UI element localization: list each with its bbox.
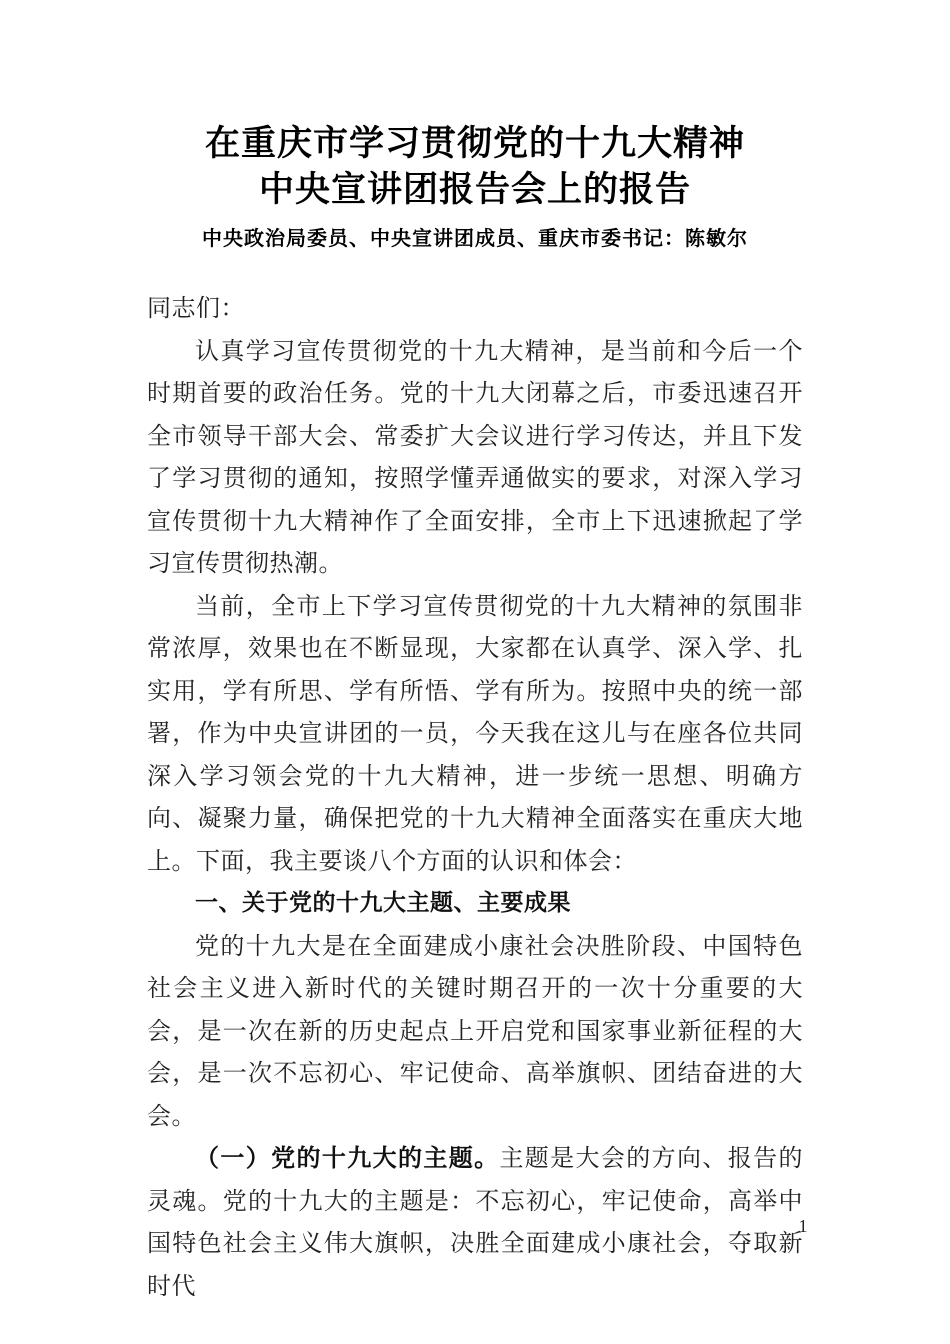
section-1-heading: 一、关于党的十九大主题、主要成果 bbox=[195, 890, 571, 916]
page-number: 1 bbox=[798, 1216, 808, 1236]
paragraph-1: 认真学习宣传贯彻党的十九大精神，是当前和今后一个时期首要的政治任务。党的十九大闭幕之后，市委迅速召开全市领导干部大会、常委扩大会议进行学习传达，并且下发了学习贯彻的通知，按照学懂弄通做实的要求，对深入学习宣传贯彻十九大精神作了全面安排，全市上下迅速掀起了学习宣传贯彻热潮。 bbox=[147, 336, 803, 577]
subsection-1-heading: （一）党的十九大的主题。 bbox=[195, 1143, 500, 1172]
paragraph-2: 当前，全市上下学习宣传贯彻党的十九大精神的氛围非常浓厚，效果也在不断显现，大家都在认真学、深入学、扎实用，学有所思、学有所悟、学有所为。按照中央的统一部署，作为中央宣讲团的一员，今天我在这儿与在座各位共同深入学习领会党的十九大精神，进一步统一思想、明确方向、凝聚力量，确保把党的十九大精神全面落实在重庆大地上。下面，我主要谈八个方面的认识和体会： bbox=[147, 591, 803, 875]
salutation: 同志们： bbox=[147, 294, 245, 322]
paragraph-4 bbox=[147, 1137, 803, 1307]
author-subtitle: 中央政治局委员、中央宣讲团成员、重庆市委书记：陈敏尔 bbox=[202, 226, 748, 250]
title-line-2: 中央宣讲团报告会上的报告 bbox=[258, 169, 691, 210]
paragraph-3: 党的十九大是在全面建成小康社会决胜阶段、中国特色社会主义进入新时代的关键时期召开的一次十分重要的大会，是一次在新的历史起点上开启党和国家事业新征程的大会，是一次不忘初心、牢记使命、高举旗帜、团结奋进的大会。 bbox=[147, 931, 803, 1130]
subsection-1-text: 主题是大会的方向、报告的灵魂。党的十九大的主题是：不忘初心，牢记使命，高举中国特色社会主义伟大旗帜，决胜全面建成小康社会，夺取新时代 bbox=[147, 1144, 804, 1300]
document-body bbox=[147, 287, 803, 1307]
title-line-1: 在重庆市学习贯彻党的十九大精神 bbox=[204, 123, 745, 164]
